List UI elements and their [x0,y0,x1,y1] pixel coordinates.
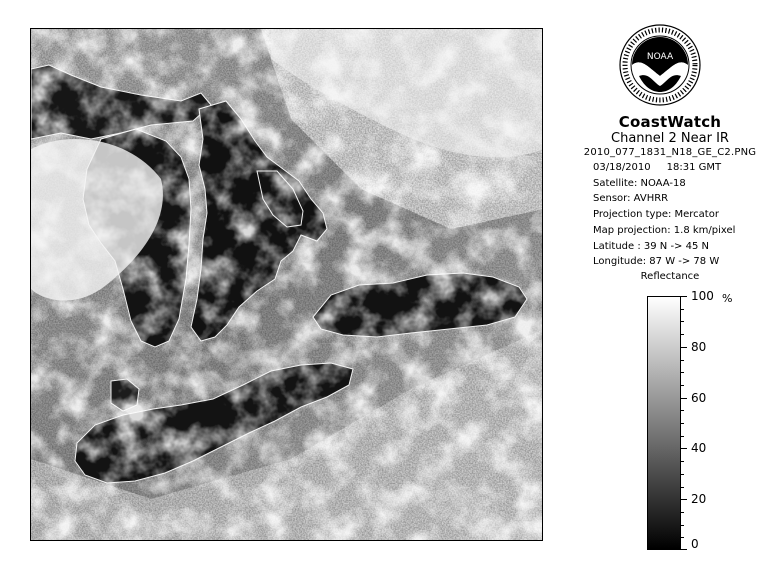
colorbar-minor-tick [681,410,684,411]
great-lakes-map [31,29,543,541]
colorbar-minor-tick [681,512,684,513]
colorbar-major-tick [681,347,687,348]
noaa-logo [619,24,701,106]
colorbar [647,296,681,550]
colorbar-minor-tick [681,436,684,437]
colorbar-minor-tick [681,321,684,322]
colorbar-minor-tick [681,372,684,373]
date: 03/18/2010 [593,162,651,173]
colorbar-minor-tick [681,423,684,424]
satellite-row: Satellite: NOAA-18 [593,177,686,189]
colorbar-minor-tick [681,309,684,310]
sensor-row: Sensor: AVHRR [593,193,669,205]
colorbar-minor-tick [681,474,684,475]
colorbar-major-tick [681,398,687,399]
colorbar-major-tick [681,448,687,449]
colorbar-major-tick [681,296,687,297]
colorbar-minor-tick [681,360,684,361]
brand-title: CoastWatch [618,113,722,131]
colorbar-tick-label: 100 [691,289,714,303]
colorbar-tick-label: 40 [691,441,707,456]
colorbar-ticks [681,296,693,550]
colorbar-tick-label: 60 [691,390,707,405]
noaa-logo-graphic [619,24,701,106]
colorbar-major-tick [681,549,687,550]
colorbar-tick-label: 0 [691,537,699,551]
colorbar-minor-tick [681,334,684,335]
colorbar-major-tick [681,499,687,500]
longitude-row: Longitude: 87 W -> 78 W [593,256,720,268]
colorbar-title: Reflectance [640,271,700,282]
projection-type-row: Projection type: Mercator [593,209,719,221]
colorbar-tick-label: 80 [691,339,707,354]
colorbar-minor-tick [681,487,684,488]
colorbar-minor-tick [681,525,684,526]
map-projection-row: Map projection: 1.8 km/pixel [593,224,736,236]
datetime-row [593,160,735,176]
metadata-block [593,160,735,270]
colorbar-tick-label: 20 [691,492,707,507]
colorbar-minor-tick [681,385,684,386]
channel-label: Channel 2 Near IR [611,131,729,146]
latitude-row: Latitude : 39 N -> 45 N [593,240,709,252]
satellite-image [30,28,543,541]
colorbar-minor-tick [681,537,684,538]
colorbar-minor-tick [681,461,684,462]
colorbar-unit: % [722,292,733,305]
logo-text: NOAA [646,52,674,62]
time: 18:31 GMT [666,162,722,173]
filename: 2010_077_1831_N18_GE_C2.PNG [583,147,757,158]
